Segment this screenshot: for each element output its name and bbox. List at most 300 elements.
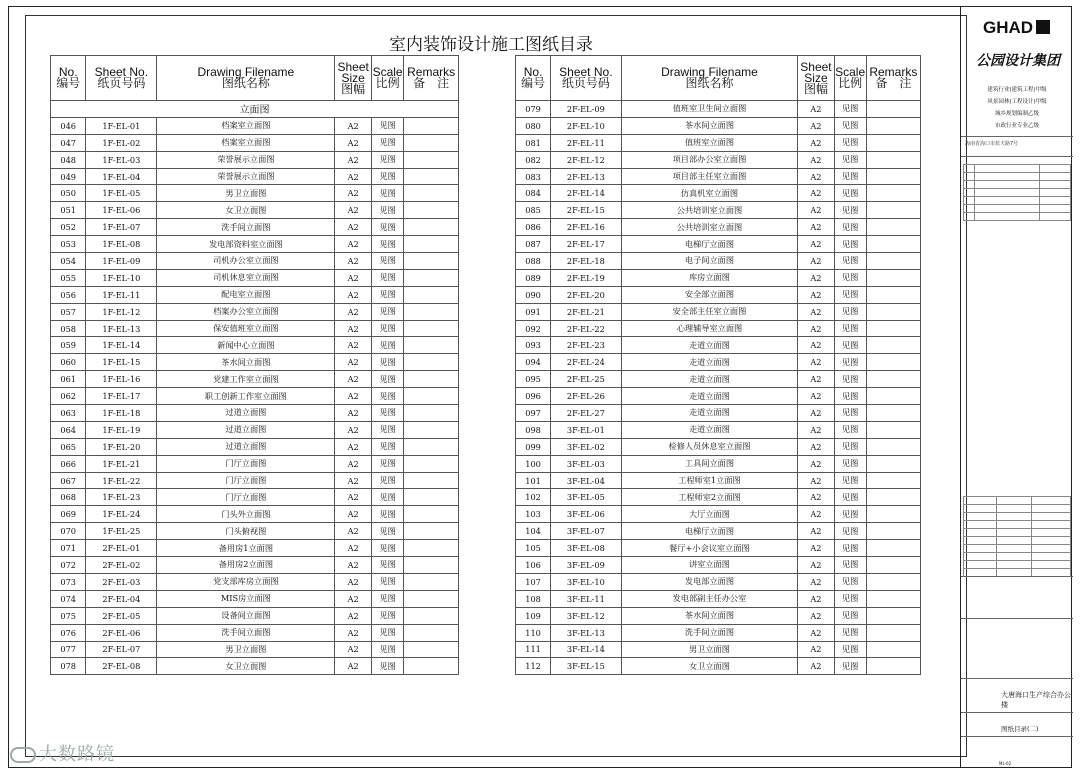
cell-filename: 门厅立面图 <box>157 489 335 506</box>
cell-remarks <box>866 371 920 388</box>
cell-size: A2 <box>798 168 834 185</box>
cell-size: A2 <box>798 303 834 320</box>
cell-no: 082 <box>516 151 551 168</box>
cell-scale: 见图 <box>834 236 866 253</box>
cell-size: A2 <box>798 489 834 506</box>
cell-sheet-no: 3F-EL-08 <box>551 540 621 557</box>
cell-size: A2 <box>335 573 371 590</box>
cell-sheet-no: 1F-EL-03 <box>86 151 157 168</box>
cell-size: A2 <box>798 354 834 371</box>
cell-no: 078 <box>51 658 86 675</box>
qualification-line: 城乡规划编制乙级 <box>994 111 1039 117</box>
cell-filename: 工具间立面图 <box>621 455 798 472</box>
divider <box>961 576 1073 577</box>
cell-sheet-no: 1F-EL-13 <box>86 320 157 337</box>
cell-no: 052 <box>51 219 86 236</box>
cell-no: 094 <box>516 354 551 371</box>
cell-no: 099 <box>516 438 551 455</box>
cell-sheet-no: 2F-EL-22 <box>551 320 621 337</box>
table-row <box>516 607 921 624</box>
cell-scale: 见图 <box>834 573 866 590</box>
table-row <box>51 540 459 557</box>
cell-remarks <box>404 573 459 590</box>
cell-sheet-no: 2F-EL-02 <box>86 557 157 574</box>
cell-scale: 见图 <box>834 168 866 185</box>
table-row <box>516 371 921 388</box>
cell-sheet-no: 2F-EL-14 <box>551 185 621 202</box>
table-row <box>51 202 459 219</box>
cell-remarks <box>404 253 459 270</box>
cell-sheet-no: 1F-EL-20 <box>86 438 157 455</box>
qualification-line: 建筑行业(建筑工程)甲级 <box>987 87 1047 93</box>
cell-sheet-no: 2F-EL-06 <box>86 624 157 641</box>
cell-scale: 见图 <box>371 269 403 286</box>
table-row <box>51 253 459 270</box>
cell-sheet-no: 2F-EL-18 <box>551 253 621 270</box>
table-row <box>51 607 459 624</box>
cell-sheet-no: 2F-EL-21 <box>551 303 621 320</box>
cell-sheet-no: 2F-EL-08 <box>86 658 157 675</box>
cell-filename: 走道立面图 <box>621 354 798 371</box>
table-row <box>51 269 459 286</box>
cell-filename: 讲室立面图 <box>621 557 798 574</box>
cell-remarks <box>866 219 920 236</box>
cell-filename: 大厅立面图 <box>621 506 798 523</box>
section-row <box>51 101 459 118</box>
cell-scale: 见图 <box>834 151 866 168</box>
cell-size: A2 <box>798 151 834 168</box>
cell-remarks <box>404 371 459 388</box>
cell-filename: 女卫立面图 <box>621 658 798 675</box>
table-row <box>51 371 459 388</box>
cell-remarks <box>404 506 459 523</box>
cell-remarks <box>404 590 459 607</box>
table-row <box>516 658 921 675</box>
cell-scale: 见图 <box>371 641 403 658</box>
cell-scale: 见图 <box>371 185 403 202</box>
cell-no: 073 <box>51 573 86 590</box>
cell-filename: 走道立面图 <box>621 388 798 405</box>
cell-sheet-no: 1F-EL-07 <box>86 219 157 236</box>
table-row <box>51 523 459 540</box>
table-row <box>516 117 921 134</box>
cell-size: A2 <box>335 337 371 354</box>
cell-sheet-no: 2F-EL-16 <box>551 219 621 236</box>
header-filename: Drawing Filename 图纸名称 <box>157 56 335 101</box>
cell-scale: 见图 <box>371 607 403 624</box>
cell-sheet-no: 3F-EL-03 <box>551 455 621 472</box>
cell-filename: 备用房1立面图 <box>157 540 335 557</box>
cell-filename: 电梯厅立面图 <box>621 236 798 253</box>
title-block <box>960 6 1072 768</box>
cell-filename: 荣誉展示立面图 <box>157 151 335 168</box>
table-row <box>516 185 921 202</box>
cell-remarks <box>404 117 459 134</box>
table-row <box>51 134 459 151</box>
cell-filename: 茶水间立面图 <box>157 354 335 371</box>
cell-filename: 走道立面图 <box>621 421 798 438</box>
qualification-line: 风景园林(工程设计)甲级 <box>987 99 1047 105</box>
cell-size: A2 <box>335 472 371 489</box>
cell-size: A2 <box>798 590 834 607</box>
table-row <box>516 573 921 590</box>
cell-remarks <box>866 506 920 523</box>
cell-scale: 见图 <box>834 489 866 506</box>
table-row <box>516 557 921 574</box>
cell-sheet-no: 3F-EL-01 <box>551 421 621 438</box>
cell-sheet-no: 2F-EL-11 <box>551 134 621 151</box>
cell-size: A2 <box>335 405 371 422</box>
cell-remarks <box>866 303 920 320</box>
cell-no: 048 <box>51 151 86 168</box>
cell-sheet-no: 1F-EL-05 <box>86 185 157 202</box>
cell-filename: 电梯厅立面图 <box>621 523 798 540</box>
cell-sheet-no: 3F-EL-12 <box>551 607 621 624</box>
cell-scale: 见图 <box>371 286 403 303</box>
table-row <box>51 573 459 590</box>
cell-no: 108 <box>516 590 551 607</box>
cell-sheet-no: 2F-EL-10 <box>551 117 621 134</box>
cell-remarks <box>404 438 459 455</box>
cell-sheet-no: 1F-EL-10 <box>86 269 157 286</box>
cell-remarks <box>866 489 920 506</box>
cell-no: 060 <box>51 354 86 371</box>
cell-sheet-no: 2F-EL-23 <box>551 337 621 354</box>
cell-remarks <box>404 236 459 253</box>
cell-sheet-no: 2F-EL-19 <box>551 269 621 286</box>
cell-size: A2 <box>798 320 834 337</box>
cell-filename: 洗手间立面图 <box>157 219 335 236</box>
cell-scale: 见图 <box>371 523 403 540</box>
table-row <box>51 405 459 422</box>
table-row <box>516 337 921 354</box>
header-sheet-size: Sheet Size 图幅 <box>798 56 834 101</box>
cell-filename: 茶水间立面图 <box>621 607 798 624</box>
cell-remarks <box>866 624 920 641</box>
table-row <box>516 455 921 472</box>
cell-sheet-no: 1F-EL-12 <box>86 303 157 320</box>
cell-filename: 司机休息室立面图 <box>157 269 335 286</box>
cell-filename: 男卫立面图 <box>157 641 335 658</box>
divider <box>961 618 1073 619</box>
cell-scale: 见图 <box>371 354 403 371</box>
cell-sheet-no: 1F-EL-09 <box>86 253 157 270</box>
cell-filename: 茶水间立面图 <box>621 117 798 134</box>
cell-size: A2 <box>798 523 834 540</box>
cell-sheet-no: 2F-EL-04 <box>86 590 157 607</box>
cell-sheet-no: 3F-EL-05 <box>551 489 621 506</box>
cell-scale: 见图 <box>834 455 866 472</box>
cell-no: 075 <box>51 607 86 624</box>
qualification-line: 市政行业专业乙级 <box>994 123 1039 129</box>
header-scale: Scale 比例 <box>834 56 866 101</box>
table-row <box>51 337 459 354</box>
revision-table <box>963 164 1071 221</box>
table-header-row <box>516 56 921 101</box>
cell-filename: 心理辅导室立面图 <box>621 320 798 337</box>
table-row <box>51 151 459 168</box>
cell-scale: 见图 <box>371 455 403 472</box>
cell-filename: 洗手间立面图 <box>621 624 798 641</box>
cell-scale: 见图 <box>834 590 866 607</box>
cell-remarks <box>866 168 920 185</box>
header-filename: Drawing Filename 图纸名称 <box>621 56 798 101</box>
index-table-left <box>50 55 459 675</box>
cell-scale: 见图 <box>371 405 403 422</box>
cell-scale: 见图 <box>371 590 403 607</box>
cell-no: 098 <box>516 421 551 438</box>
cell-sheet-no: 3F-EL-02 <box>551 438 621 455</box>
address: 海南省海口市蓝天路7号 <box>965 141 1019 147</box>
cell-no: 055 <box>51 269 86 286</box>
table-row <box>516 590 921 607</box>
cell-sheet-no: 1F-EL-06 <box>86 202 157 219</box>
cell-no: 067 <box>51 472 86 489</box>
cell-no: 074 <box>51 590 86 607</box>
cell-remarks <box>866 286 920 303</box>
cell-no: 059 <box>51 337 86 354</box>
cell-scale: 见图 <box>371 658 403 675</box>
cell-sheet-no: 1F-EL-17 <box>86 388 157 405</box>
cell-filename: 党支部库房立面图 <box>157 573 335 590</box>
cell-filename: 男卫立面图 <box>157 185 335 202</box>
cell-remarks <box>404 219 459 236</box>
cell-filename: 发电部资料室立面图 <box>157 236 335 253</box>
cell-no: 057 <box>51 303 86 320</box>
cell-remarks <box>866 253 920 270</box>
cell-size: A2 <box>798 506 834 523</box>
cell-sheet-no: 1F-EL-18 <box>86 405 157 422</box>
table-row <box>516 151 921 168</box>
cell-size: A2 <box>335 557 371 574</box>
table-row <box>51 388 459 405</box>
cell-scale: 见图 <box>834 185 866 202</box>
cell-size: A2 <box>798 540 834 557</box>
cell-remarks <box>866 523 920 540</box>
cell-remarks <box>866 641 920 658</box>
cell-sheet-no: 3F-EL-07 <box>551 523 621 540</box>
cell-no: 089 <box>516 269 551 286</box>
cell-filename: 过道立面图 <box>157 421 335 438</box>
cell-scale: 见图 <box>371 151 403 168</box>
table-row <box>516 101 921 118</box>
signature-table <box>963 496 1071 577</box>
table-row <box>51 219 459 236</box>
cell-no: 047 <box>51 134 86 151</box>
cell-filename: MIS房立面图 <box>157 590 335 607</box>
cell-no: 070 <box>51 523 86 540</box>
cell-scale: 见图 <box>371 117 403 134</box>
table-row <box>51 472 459 489</box>
table-row <box>516 506 921 523</box>
cell-size: A2 <box>335 354 371 371</box>
cell-no: 054 <box>51 253 86 270</box>
cell-no: 097 <box>516 405 551 422</box>
header-sheet-no: Sheet No. 纸页号码 <box>86 56 157 101</box>
logo-mark-icon <box>1036 20 1050 34</box>
cell-scale: 见图 <box>834 405 866 422</box>
cell-remarks <box>866 557 920 574</box>
cell-remarks <box>404 202 459 219</box>
cell-size: A2 <box>335 607 371 624</box>
cell-remarks <box>866 388 920 405</box>
cell-size: A2 <box>335 151 371 168</box>
cell-no: 111 <box>516 641 551 658</box>
table-row <box>51 236 459 253</box>
cell-size: A2 <box>798 455 834 472</box>
cell-no: 051 <box>51 202 86 219</box>
cell-remarks <box>866 421 920 438</box>
cell-filename: 档案办公室立面图 <box>157 303 335 320</box>
cell-size: A2 <box>335 134 371 151</box>
cell-filename: 保安值班室立面图 <box>157 320 335 337</box>
cell-size: A2 <box>335 117 371 134</box>
table-row <box>51 286 459 303</box>
table-header-row <box>51 56 459 101</box>
cell-remarks <box>404 168 459 185</box>
cell-no: 049 <box>51 168 86 185</box>
cell-no: 092 <box>516 320 551 337</box>
cell-scale: 见图 <box>834 303 866 320</box>
cell-size: A2 <box>798 388 834 405</box>
cell-remarks <box>404 523 459 540</box>
cell-sheet-no: 1F-EL-16 <box>86 371 157 388</box>
cell-remarks <box>404 489 459 506</box>
cell-scale: 见图 <box>371 168 403 185</box>
cell-remarks <box>404 151 459 168</box>
cell-no: 090 <box>516 286 551 303</box>
cell-remarks <box>404 185 459 202</box>
cell-filename: 走道立面图 <box>621 371 798 388</box>
cell-sheet-no: 1F-EL-04 <box>86 168 157 185</box>
cell-no: 064 <box>51 421 86 438</box>
cell-remarks <box>404 388 459 405</box>
project-name: 大唐海口生产综合办公楼 <box>1001 691 1071 709</box>
cell-filename: 项目部主任室立面图 <box>621 168 798 185</box>
cell-remarks <box>866 101 920 118</box>
cell-scale: 见图 <box>834 624 866 641</box>
cell-size: A2 <box>335 455 371 472</box>
company-name: 公园设计集团 <box>976 53 1060 69</box>
header-sheet-no: Sheet No. 纸页号码 <box>551 56 621 101</box>
cell-scale: 见图 <box>834 388 866 405</box>
cell-size: A2 <box>798 641 834 658</box>
cell-sheet-no: 1F-EL-23 <box>86 489 157 506</box>
cell-filename: 洗手间立面图 <box>157 624 335 641</box>
cell-filename: 配电室立面图 <box>157 286 335 303</box>
cell-no: 112 <box>516 658 551 675</box>
cell-no: 087 <box>516 236 551 253</box>
cell-scale: 见图 <box>371 320 403 337</box>
cell-remarks <box>404 641 459 658</box>
cell-sheet-no: 2F-EL-05 <box>86 607 157 624</box>
cell-no: 063 <box>51 405 86 422</box>
table-row <box>516 202 921 219</box>
cell-sheet-no: 1F-EL-11 <box>86 286 157 303</box>
table-row <box>516 624 921 641</box>
cell-size: A2 <box>798 658 834 675</box>
drawing-number: ML-02 <box>999 761 1012 766</box>
cell-filename: 男卫立面图 <box>621 641 798 658</box>
cell-filename: 档案室立面图 <box>157 134 335 151</box>
cell-no: 109 <box>516 607 551 624</box>
cell-no: 080 <box>516 117 551 134</box>
table-row <box>516 219 921 236</box>
cell-filename: 工程师室1立面图 <box>621 472 798 489</box>
table-row <box>51 303 459 320</box>
cell-filename: 门厅立面图 <box>157 455 335 472</box>
cell-remarks <box>866 134 920 151</box>
cell-size: A2 <box>335 286 371 303</box>
cell-filename: 设备间立面图 <box>157 607 335 624</box>
cell-scale: 见图 <box>371 236 403 253</box>
table-row <box>516 286 921 303</box>
table-row <box>51 624 459 641</box>
cell-no: 100 <box>516 455 551 472</box>
cell-size: A2 <box>335 658 371 675</box>
table-row <box>516 168 921 185</box>
cell-size: A2 <box>798 117 834 134</box>
cell-scale: 见图 <box>371 337 403 354</box>
cell-sheet-no: 3F-EL-11 <box>551 590 621 607</box>
cell-scale: 见图 <box>834 253 866 270</box>
cell-scale: 见图 <box>834 557 866 574</box>
cell-size: A2 <box>335 506 371 523</box>
cell-no: 110 <box>516 624 551 641</box>
watermark: 大数路镜 <box>10 740 115 766</box>
cell-size: A2 <box>798 134 834 151</box>
table-row <box>51 438 459 455</box>
cell-scale: 见图 <box>371 489 403 506</box>
cell-no: 058 <box>51 320 86 337</box>
table-row <box>51 658 459 675</box>
cell-remarks <box>404 286 459 303</box>
cell-remarks <box>404 320 459 337</box>
table-row <box>516 253 921 270</box>
table-row <box>516 134 921 151</box>
cell-remarks <box>404 134 459 151</box>
cell-remarks <box>866 151 920 168</box>
cell-sheet-no: 2F-EL-25 <box>551 371 621 388</box>
cell-remarks <box>404 303 459 320</box>
cell-size: A2 <box>798 421 834 438</box>
cell-remarks <box>866 540 920 557</box>
cell-scale: 见图 <box>834 438 866 455</box>
cell-sheet-no: 1F-EL-02 <box>86 134 157 151</box>
cell-sheet-no: 3F-EL-15 <box>551 658 621 675</box>
cell-size: A2 <box>335 421 371 438</box>
cell-scale: 见图 <box>834 421 866 438</box>
cell-size: A2 <box>798 573 834 590</box>
cell-size: A2 <box>798 557 834 574</box>
divider <box>961 156 1073 157</box>
cell-remarks <box>866 658 920 675</box>
cell-no: 046 <box>51 117 86 134</box>
cell-filename: 过道立面图 <box>157 405 335 422</box>
cell-sheet-no: 2F-EL-24 <box>551 354 621 371</box>
cell-remarks <box>404 354 459 371</box>
cell-remarks <box>404 472 459 489</box>
cell-filename: 备用房2立面图 <box>157 557 335 574</box>
cell-filename: 走道立面图 <box>621 405 798 422</box>
cell-sheet-no: 2F-EL-20 <box>551 286 621 303</box>
cell-size: A2 <box>798 607 834 624</box>
cell-scale: 见图 <box>371 421 403 438</box>
cell-no: 068 <box>51 489 86 506</box>
cell-filename: 司机办公室立面图 <box>157 253 335 270</box>
cell-scale: 见图 <box>834 354 866 371</box>
cell-size: A2 <box>335 219 371 236</box>
